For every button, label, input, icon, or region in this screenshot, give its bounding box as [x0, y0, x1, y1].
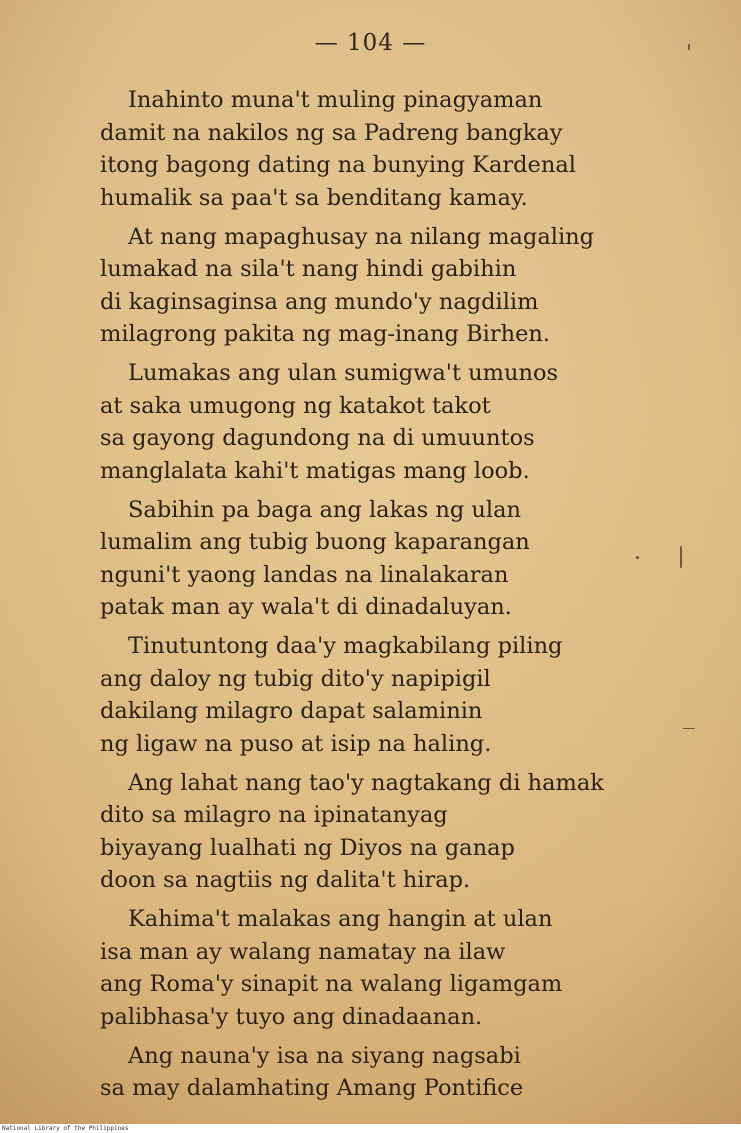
- paper-speck: [636, 556, 639, 559]
- poem-line: humalik sa paa't sa benditang kamay.: [100, 184, 528, 211]
- poem-line: dakilang milagro dapat salaminin: [100, 698, 483, 724]
- poem-line: Inahinto muna't muling pinagyaman: [128, 87, 543, 113]
- poem-line: milagrong pakita ng mag-inang Birhen.: [100, 321, 551, 347]
- page-number: — 104 —: [314, 30, 427, 56]
- poem-text: [100, 84, 720, 1111]
- poem-line: Lumakas ang ulan sumigwa't umunos: [128, 360, 559, 386]
- poem-line: ng ligaw na puso at isip na haling.: [100, 730, 492, 757]
- stanza: [100, 630, 720, 760]
- poem-line: isa man ay walang namatay na ilaw: [100, 938, 506, 965]
- stanza: [100, 903, 720, 1033]
- poem-line: palibhasa'y tuyo ang dinadaanan.: [100, 1003, 483, 1030]
- poem-line: dito sa milagro na ipinatanyag: [100, 802, 448, 828]
- poem-line: di kaginsaginsa ang mundo'y nagdilim: [100, 288, 539, 315]
- poem-line: nguni't yaong landas na linalakaran: [100, 561, 509, 588]
- poem-line: ang daloy ng tubig dito'y napipigil: [100, 665, 491, 692]
- poem-line: Ang lahat nang tao'y nagtakang di hamak: [128, 769, 604, 796]
- poem-line: Kahima't malakas ang hangin at ulan: [128, 906, 553, 932]
- stanza: [100, 1040, 720, 1105]
- poem-line: Tinutuntong daa'y magkabilang piling: [128, 633, 563, 659]
- stanza: [100, 767, 720, 897]
- paper-speck: [688, 44, 690, 50]
- poem-line: damit na nakilos ng sa Padreng bangkay: [100, 119, 563, 146]
- footer-credit: National Library of the Philippines: [2, 1125, 129, 1132]
- poem-line: biyayang lualhati ng Diyos na ganap: [100, 834, 515, 861]
- stanza: [100, 84, 720, 214]
- poem-line: lumalim ang tubig buong kaparangan: [100, 529, 530, 555]
- poem-line: Sabihin pa baga ang lakas ng ulan: [128, 496, 521, 523]
- stanza: [100, 357, 720, 487]
- poem-line: doon sa nagtiis ng dalita't hirap.: [100, 867, 471, 893]
- poem-line: sa gayong dagundong na di umuuntos: [100, 425, 535, 451]
- poem-line: sa may dalamhating Amang Pontifice: [100, 1075, 524, 1101]
- poem-line: lumakad na sila't nang hindi gabihin: [100, 256, 517, 282]
- paper-speck: [683, 728, 695, 729]
- poem-line: ang Roma'y sinapit na walang ligamgam: [100, 971, 563, 997]
- stanza: [100, 494, 720, 624]
- poem-line: at saka umugong ng katakot takot: [100, 392, 491, 419]
- poem-line: At nang mapaghusay na nilang magaling: [128, 223, 595, 250]
- stanza: [100, 221, 720, 351]
- paper-speck: [680, 546, 682, 568]
- poem-line: Ang nauna'y isa na siyang nagsabi: [128, 1042, 521, 1069]
- poem-line: patak man ay wala't di dinadaluyan.: [100, 594, 512, 620]
- poem-line: manglalata kahi't matigas mang loob.: [100, 457, 530, 484]
- poem-line: itong bagong dating na bunying Kardenal: [100, 152, 576, 178]
